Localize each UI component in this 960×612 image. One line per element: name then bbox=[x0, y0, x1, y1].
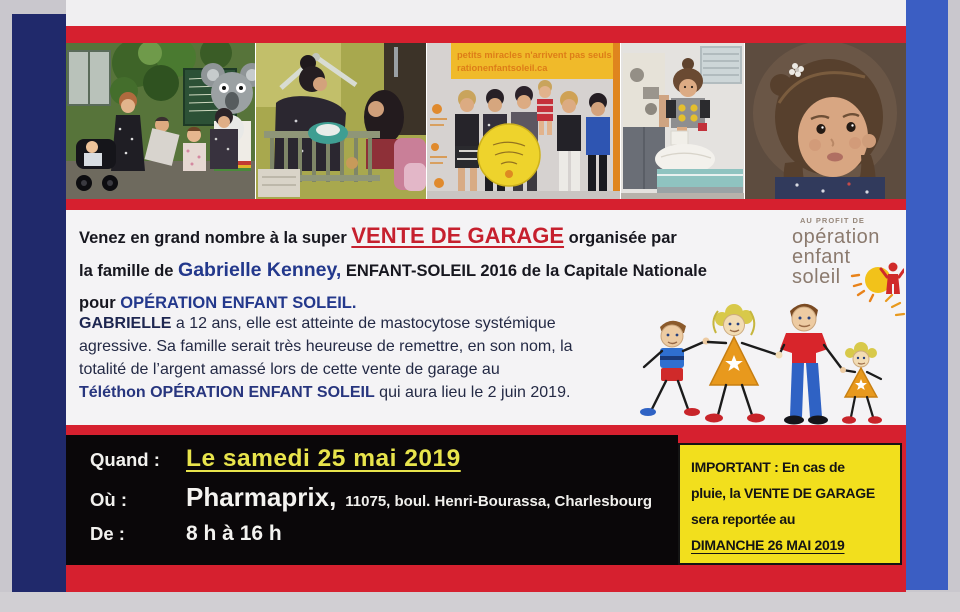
main-text-section bbox=[66, 210, 906, 425]
stick-family-illustration bbox=[634, 293, 906, 425]
stick-mom bbox=[705, 304, 778, 423]
about-line2: agressive. Sa famille serait très heureuse de remettre, en son nom, la bbox=[79, 338, 573, 355]
about-paragraph bbox=[79, 312, 669, 404]
intro-line2-suffix: ENFANT-SOLEIL 2016 de la Capitale Nationale bbox=[341, 262, 707, 280]
bottom-gray-strip bbox=[0, 592, 960, 612]
photo-girl-portrait bbox=[745, 43, 906, 199]
stick-dad bbox=[776, 304, 843, 425]
photo-banner-line2: rationenfantsoleil.ca bbox=[457, 63, 548, 73]
intro-line3-prefix: pour bbox=[79, 294, 121, 312]
photo-hospital-crib bbox=[256, 43, 426, 199]
intro-line1-prefix: Venez en grand nombre à la super bbox=[79, 229, 352, 247]
left-navy-border-bar bbox=[12, 14, 66, 612]
where-label: Où : bbox=[90, 489, 127, 510]
photo-cheque-group bbox=[427, 43, 620, 199]
logo-word-1: opération bbox=[792, 226, 880, 248]
logo-word-3: soleil bbox=[792, 266, 841, 288]
about-line1: a 12 ans, elle est atteinte de mastocytose systémique bbox=[171, 315, 556, 332]
organization-name: OPÉRATION ENFANT SOLEIL. bbox=[120, 294, 357, 312]
photo-outdoor-koala bbox=[66, 43, 255, 199]
top-red-bar bbox=[66, 26, 906, 43]
photo-hospital-bed bbox=[621, 43, 744, 199]
important-notice-box bbox=[678, 443, 902, 565]
photo-banner bbox=[451, 43, 613, 79]
middle-red-bar bbox=[66, 199, 906, 210]
where-name: Pharmaprix, bbox=[186, 482, 337, 512]
operation-enfant-soleil-logo bbox=[778, 216, 900, 287]
stick-boy bbox=[640, 321, 710, 416]
where-address: 11075, boul. Henri-Bourassa, Charlesbourg bbox=[345, 493, 653, 510]
photo-banner-line1: petits miracles n'arrivent pas seuls bbox=[457, 50, 612, 60]
important-rain-date: DIMANCHE 26 MAI 2019 bbox=[691, 537, 845, 553]
intro-line2-prefix: la famille de bbox=[79, 262, 179, 280]
details-section bbox=[66, 425, 906, 592]
stick-girl bbox=[840, 342, 882, 424]
event-details-box bbox=[66, 435, 678, 565]
important-line3: sera reportée au bbox=[691, 511, 796, 527]
logo-tagline: AU PROFIT DE bbox=[800, 216, 865, 225]
when-value: Le samedi 25 mai 2019 bbox=[186, 445, 461, 472]
yellow-cheque-disc bbox=[478, 124, 540, 186]
important-line1: IMPORTANT : En cas de bbox=[691, 459, 845, 475]
about-line3: totalité de l’argent amassé lors de cette vente de garage au bbox=[79, 361, 500, 378]
important-line2: pluie, la VENTE DE GARAGE bbox=[691, 485, 875, 501]
intro-line1-suffix: organisée par bbox=[564, 229, 677, 247]
photo-strip bbox=[66, 43, 906, 199]
right-blue-border-bar bbox=[906, 0, 948, 590]
telethon-name: Téléthon OPÉRATION ENFANT SOLEIL bbox=[79, 384, 375, 401]
child-name: Gabrielle Kenney, bbox=[178, 259, 342, 281]
time-label: De : bbox=[90, 523, 125, 544]
flyer-content bbox=[66, 0, 906, 592]
time-value: 8 h à 16 h bbox=[186, 522, 282, 545]
about-line4: qui aura lieu le 2 juin 2019. bbox=[374, 384, 571, 401]
when-label: Quand : bbox=[90, 449, 160, 470]
top-white-strip bbox=[66, 0, 906, 26]
sun-rays-doodle bbox=[886, 295, 904, 315]
about-name: GABRIELLE bbox=[79, 315, 172, 332]
garage-sale-headline: VENTE DE GARAGE bbox=[351, 223, 565, 248]
logo-word-2: enfant bbox=[792, 246, 851, 268]
